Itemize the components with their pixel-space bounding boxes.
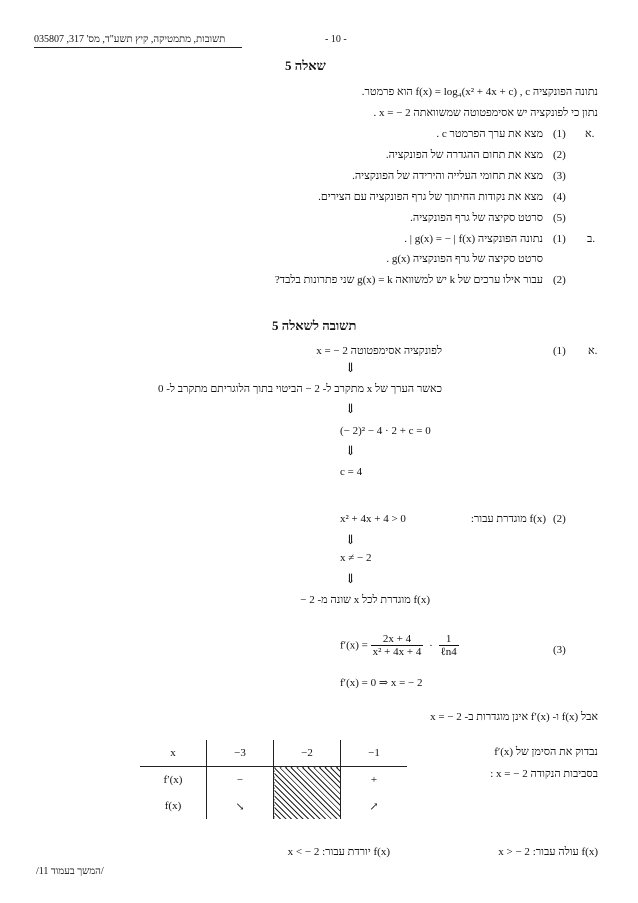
answer-sec2-num: (2) [553, 513, 566, 525]
answer-title: תשובה לשאלה 5 [272, 318, 357, 333]
fraction-1 [371, 633, 424, 658]
table-cell: f(x) [164, 800, 182, 812]
answer-sec2-line3: f(x) מוגדרת לכל x שונה מ- 2 − [300, 594, 430, 606]
table-cell: f′(x) [163, 774, 183, 786]
table-cell: −2 [274, 740, 341, 767]
answer-sec3-check-1: נבדוק את הסימן של f′(x) [494, 746, 598, 758]
derivative-lhs: f′(x) = [340, 639, 368, 652]
header-source: תשובות, מתמטיקה, קיץ תשע"ד, מס' 317, 035807 [34, 34, 226, 45]
item-b1-num: (1) [553, 233, 566, 245]
item-a4-text: מצא את נקודות החיתוך של גרף הפונקציה עם הצירים. [318, 191, 543, 203]
question-intro-1: נתונה הפונקציה f(x) = log₄(x² + 4x + c) , c הוא פרמטר. [361, 86, 598, 98]
item-a5-text: סרטט סקיצה של גרף הפונקציה. [410, 212, 543, 224]
item-b1-text: נתונה הפונקציה g(x) = − | f(x) | . [404, 233, 543, 245]
item-a4-num: (4) [553, 191, 566, 203]
fraction-1-denominator: x² + 4x + 4 [372, 646, 422, 658]
item-a2-text: מצא את תחום ההגדרה של הפונקציה. [385, 149, 543, 161]
answer-sec2-label: f(x) מוגדרת עבור: [470, 513, 546, 525]
item-a1-text: מצא את ערך הפרמטר c . [436, 128, 543, 140]
sign-table [140, 740, 407, 819]
down-arrow-icon: ⇓ [345, 532, 356, 547]
part-a-label: א. [585, 128, 595, 140]
page-number: - 10 - [325, 34, 347, 45]
item-b2-num: (2) [553, 274, 566, 286]
item-a3-num: (3) [553, 170, 566, 182]
answer-sec1-eq2: c = 4 [340, 466, 363, 478]
question-intro-2: נתון כי לפונקציה יש אסימפטוטה שמשוואתה x = − 2 . [373, 107, 598, 119]
item-a5-num: (5) [553, 212, 566, 224]
decreasing-arrow-icon: ↘ [207, 793, 274, 819]
table-row [140, 740, 407, 767]
fraction-2-denominator: ℓn4 [440, 646, 457, 658]
answer-sec1-eq1: (− 2)² − 4 · 2 + c = 0 [340, 425, 431, 437]
final-decreasing: f(x) יורדת עבור: x < − 2 [287, 846, 390, 858]
item-b1-sketch: סרטט סקיצה של גרף הפונקציה g(x) . [386, 253, 543, 265]
answer-sec2-eq2: x ≠ − 2 [340, 552, 372, 564]
table-cell: − [207, 767, 274, 794]
answer-sec1-line2: כאשר הערך של x מתקרב ל- 2 − הביטוי בתוך הלוגריתם מתקרב ל- 0 [157, 383, 442, 395]
table-cell: −1 [341, 740, 408, 767]
multiply-dot: · [429, 639, 433, 652]
answer-sec3-num: (3) [553, 644, 566, 656]
increasing-arrow-icon: ↗ [341, 793, 408, 819]
fraction-1-numerator: 2x + 4 [371, 633, 424, 646]
item-b2-text: עבור אילו ערכים של k יש למשוואה g(x) = k שני פתרונות בלבד? [274, 274, 543, 286]
down-arrow-icon: ⇓ [345, 443, 356, 458]
table-row [140, 767, 407, 794]
table-cell: −3 [207, 740, 274, 767]
answer-sec1-line1: לפונקציה אסימפטוטה x = − 2 [316, 345, 442, 357]
answer-part-label: א. [588, 345, 598, 357]
down-arrow-icon: ⇓ [345, 401, 356, 416]
continued-note: /המשך בעמוד 11/ [36, 866, 104, 877]
answer-sec2-eq1: x² + 4x + 4 > 0 [340, 513, 406, 525]
fraction-2-numerator: 1 [439, 633, 459, 646]
part-b-label: ב. [587, 233, 596, 245]
hatched-cell [274, 767, 341, 820]
down-arrow-icon: ⇓ [345, 360, 356, 375]
table-cell: x [140, 740, 207, 767]
answer-sec3-but: אבל f(x) ו- f′(x) אינן מוגדרות ב- x = − 2 [430, 711, 598, 723]
answer-sec1-num: (1) [553, 345, 566, 357]
table-cell: + [341, 767, 408, 794]
answer-sec3-eq-zero: f′(x) = 0 ⇒ x = − 2 [340, 677, 423, 689]
derivative-formula [340, 633, 459, 658]
question-title: שאלה 5 [285, 58, 326, 73]
final-increasing: f(x) עולה עבור: x > − 2 [498, 846, 598, 858]
answer-sec3-check-2: בסביבות הנקודה x = − 2 : [490, 768, 598, 780]
down-arrow-icon: ⇓ [345, 571, 356, 586]
item-a3-text: מצא את תחומי העלייה והירידה של הפונקציה. [352, 170, 543, 182]
item-a2-num: (2) [553, 149, 566, 161]
fraction-2 [439, 633, 459, 658]
item-a1-num: (1) [553, 128, 566, 140]
header-underline [34, 47, 242, 48]
